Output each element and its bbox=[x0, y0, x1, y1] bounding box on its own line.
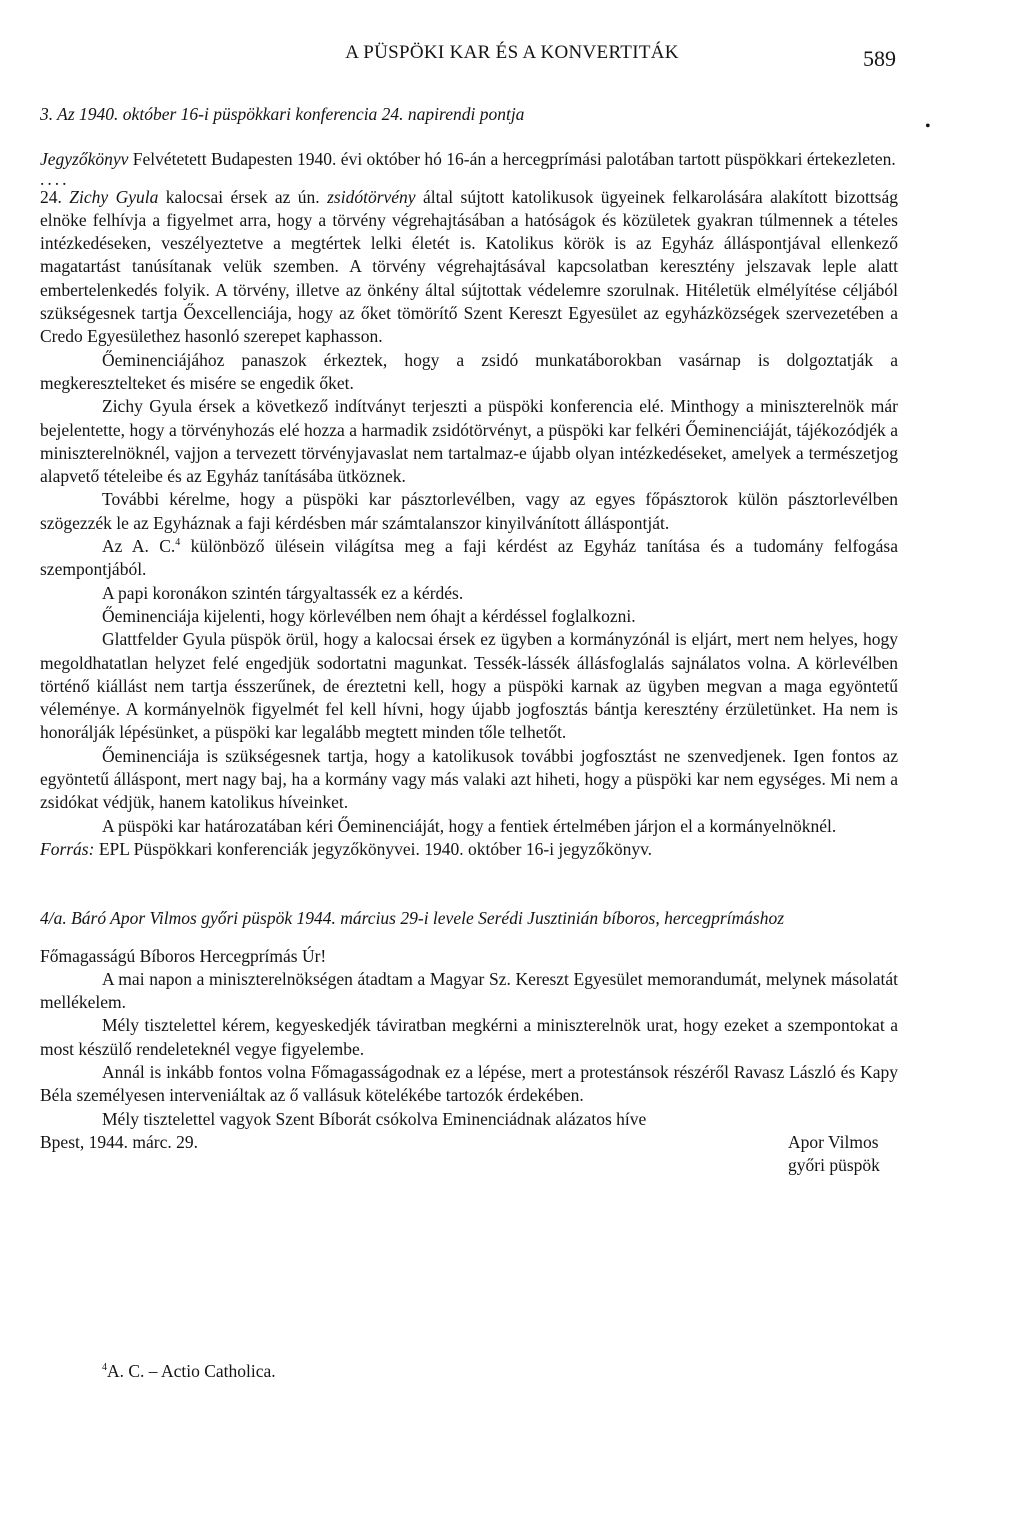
page-number: 589 bbox=[863, 46, 896, 71]
section-3-heading: 3. Az 1940. október 16-i püspökkari konferencia 24. napirendi pontja bbox=[40, 104, 525, 124]
item-number: 24. bbox=[40, 186, 70, 207]
paragraph: Glattfelder Gyula püspök örül, hogy a kalocsai érsek ez ügyben a kormányzónál is eljárt, mert nem helyes, hogy megoldhatatlan helyzet felé engedjük sodortatni magunkat. Tessék-lássék állásfoglalás sajnálatos volna. A körlevélben történő kiállást nem tartja ésszerűnek, de éreztetni kell, hogy a püspöki karnak az ügyben megvan a maga egyöntetű véleménye. A kormányelnök figyelmét fel kell hívni, hogy újabb jogfosztás bántja keresztény érzületünket. Ha nem is honorálják lépésünket, a püspöki kar legalább megtett minden tőle telhetőt. bbox=[40, 629, 898, 743]
footnote-ref: 4 bbox=[175, 537, 181, 549]
paragraph: Őeminenciája kijelenti, hogy körlevélben nem óhajt a kérdéssel foglalkozni. bbox=[102, 605, 636, 626]
body-text bbox=[40, 103, 898, 1181]
paragraph: A püspöki kar határozatában kéri Őeminenciáját, hogy a fentiek értelmében járjon el a kormányelnöknél. bbox=[102, 815, 837, 836]
margin-dot: • bbox=[925, 118, 931, 135]
paragraph: Őeminenciája is szükségesnek tartja, hogy a katolikusok további jogfosztást ne szenvedjenek. Igen fontos az egyöntetű álláspont, mert nagy baj, ha a kormány vagy más valaki azt hiheti, hogy a püspöki kar nem egységes. Mi nem a zsidókat védjük, hanem katolikus híveinket. bbox=[40, 745, 898, 813]
paragraph: A papi koronákon szintén tárgyaltassék ez a kérdés. bbox=[102, 582, 464, 603]
section-4a-heading: 4/a. Báró Apor Vilmos győri püspök 1944. március 29-i levele Serédi Jusztinián bíboros, hercegprímáshoz bbox=[40, 908, 785, 929]
salutation: Főmagasságú Bíboros Hercegprímás Úr! bbox=[40, 945, 327, 966]
footnote-text: A. C. – Actio Catholica. bbox=[107, 1361, 276, 1381]
signature-title: győri püspök bbox=[788, 1155, 880, 1176]
footnote bbox=[102, 1361, 276, 1382]
section-gap bbox=[40, 861, 898, 907]
signature bbox=[788, 1131, 898, 1178]
paragraph: További kérelme, hogy a püspöki kar pásztorlevélben, vagy az egyes főpásztorok külön pásztorlevélben szögezzék le az Egyháznak a faji kérdésben már számtalanszor kinyilvánított álláspontját. bbox=[40, 489, 898, 533]
signature-block bbox=[40, 1131, 898, 1181]
letter-paragraph: A mai napon a miniszterelnökségen átadtam a Magyar Sz. Kereszt Egyesület memorandumát, melynek másolatát mellékelem. bbox=[40, 968, 898, 1013]
paragraph-ac bbox=[40, 535, 898, 582]
ac-text: különböző ülésein világítsa meg a faji kérdést az Egyház tanítása és a tudomány felfogása szempontjából. bbox=[40, 536, 898, 580]
item-person: Zichy Gyula bbox=[69, 186, 159, 207]
running-title: A PÜSPÖKI KAR ÉS A KONVERTITÁK bbox=[345, 42, 679, 63]
footnote-mark: 4 bbox=[102, 1362, 107, 1374]
source-text: EPL Püspökkari konferenciák jegyzőkönyvei. 1940. október 16-i jegyzőkönyv. bbox=[94, 838, 653, 859]
letter-closing: Mély tisztelettel vagyok Szent Bíborát csókolva Eminenciádnak alázatos híve bbox=[102, 1108, 647, 1129]
item-term: zsidótörvény bbox=[327, 186, 416, 207]
paragraph: Őeminenciájához panaszok érkeztek, hogy a zsidó munkatáborokban vasárnap is dolgoztatják a megkeresztelteket és misére se engedik őket. bbox=[40, 349, 898, 393]
agenda-item-24 bbox=[40, 186, 898, 349]
letter-paragraph: Annál is inkább fontos volna Főmagasságodnak ez a lépése, mert a protestánsok részéről Ravasz László és Kapy Béla személyesen interveniáltak az ő vallásuk kötelékébe tartozók érdekében. bbox=[40, 1061, 898, 1106]
item-text-2: által sújtott katolikusok ügyeinek felkarolására alakított bizottság elnöke felhívja a figyelmet arra, hogy a törvény végrehajtásában a hatóságok és közületek gyakran túlmennek a tételes intézkedéseken, veszélyeztetve a megtértek lelki életét is. Katolikus körök is az Egyház álláspontjával ellenkező magatartást tanúsítanak velük szemben. A törvény végrehajtásával kapcsolatban keresztény jelszavak leple alatt embertelenkedés folyik. A törvény, illetve az önkény által sújtottak védelemre szorulnak. Hitéletük elmélyítése céljából szükségesnek tartja Őexcellenciája, hogy az őket tömörítő Szent Kereszt Egyesület az egyházközségek szervezetében a Credo Egyesülethez hasonló szerepet kaphasson. bbox=[40, 186, 899, 347]
paragraph: Zichy Gyula érsek a következő indítványt terjeszti a püspöki konferencia elé. Minthogy a miniszterelnök már bejelentette, hogy a törvényhozás elé hozza a harmadik zsidótörvényt, a püspöki kar felkéri Őeminenciáját, tájékozódjék a miniszterelnöknél, vajjon a tervezett törvényjavaslat nem tartalmaz-e újabb olyan intézkedéseket, amelyek a természetjog alapvető tételeibe és az Egyház tanításába ütköznek. bbox=[40, 396, 898, 487]
ac-prefix: Az A. C. bbox=[102, 536, 176, 557]
source-label: Forrás: bbox=[40, 838, 95, 859]
source-line bbox=[40, 838, 898, 861]
signature-name: Apor Vilmos bbox=[788, 1131, 879, 1152]
minutes-label: Jegyzőkönyv bbox=[40, 149, 129, 170]
minutes-intro bbox=[40, 148, 898, 171]
letter-paragraph: Mély tisztelettel kérem, kegyeskedjék táviratban megkérni a miniszterelnök urat, hogy ezeket a szempontokat a most készülő rendeleteknél vegye figyelembe. bbox=[40, 1015, 898, 1059]
item-text-1: kalocsai érsek az ún. bbox=[158, 186, 328, 207]
heading-gap bbox=[40, 931, 898, 945]
ellipsis: .... bbox=[40, 168, 70, 189]
minutes-intro-text: Felvétetett Budapesten 1940. évi október hó 16-án a hercegprímási palotában tartott püspökkari értekezleten. bbox=[128, 149, 896, 170]
place-date: Bpest, 1944. márc. 29. bbox=[40, 1131, 198, 1152]
